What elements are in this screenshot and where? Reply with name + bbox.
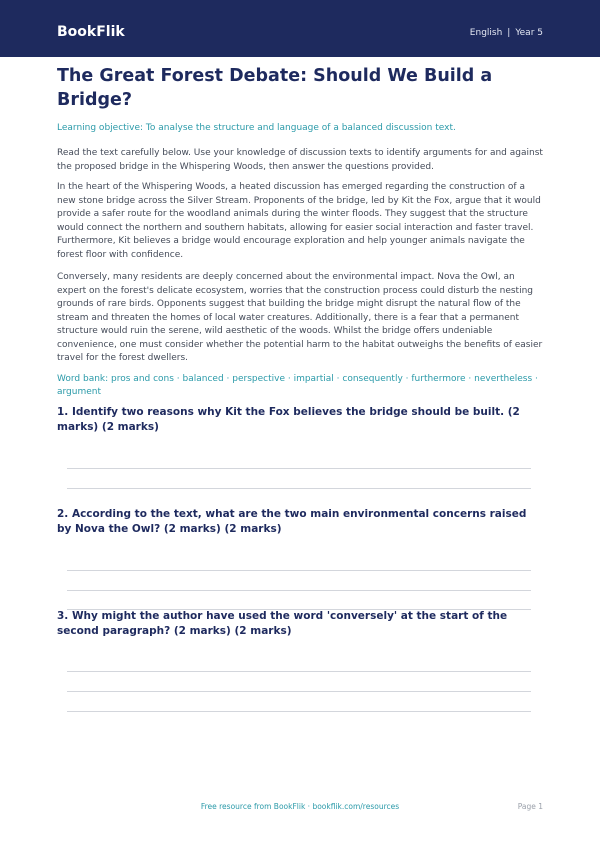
instructions: Read the text carefully below. Use your knowledge of discussion texts to identify arguments for and against the proposed bridge in the Whispering Woods, then answer the questions provided. (57, 148, 543, 172)
subject-year-label (470, 26, 543, 40)
footer-link[interactable]: Free resource from BookFlik · bookflik.com/resources (200, 802, 400, 811)
answer-line[interactable] (67, 468, 531, 469)
brand-logo[interactable]: BookFlik (57, 24, 125, 40)
separator: | (507, 28, 511, 38)
answer-line[interactable] (67, 488, 531, 489)
question-3: 3. Why might the author have used the word 'conversely' at the start of the second paragraph? (2 marks) (2 marks) (57, 610, 508, 637)
year-label: Year 5 (515, 28, 543, 38)
answer-line[interactable] (67, 590, 531, 591)
header-bar (0, 0, 600, 57)
page-title: The Great Forest Debate: Should We Build a Bridge? (57, 66, 493, 110)
discussion-paragraph-2: Conversely, many residents are deeply concerned about the environmental impact. Nova the Owl, an expert on the forest's delicate ecosystem, worries that the construction process could disturb the nesting grounds of rare birds. Opponents suggest that building the bridge might disrupt the natural flow of the stream and threaten the homes of local water creatures. Additionally, there is a fear that a permanent structure would ruin the serene, wild aesthetic of the woods. Whilst the bridge offers undeniable convenience, one must consider whether the potential harm to the habitat outweighs the benefits of easier travel for the forest dwellers. (57, 272, 543, 363)
learning-objective: Learning objective: To analyse the structure and language of a balanced discussion text. (57, 123, 456, 133)
answer-line[interactable] (67, 671, 531, 672)
answer-line[interactable] (67, 691, 531, 692)
word-bank: Word bank: pros and cons · balanced · perspective · impartial · consequently · furthermore · nevertheless · argument (57, 373, 538, 397)
subject-label: English (469, 28, 503, 38)
worksheet-body (57, 64, 543, 400)
discussion-paragraph-1: In the heart of the Whispering Woods, a heated discussion has emerged regarding the construction of a new stone bridge across the Silver Stream. Proponents of the bridge, led by Kit the Fox, argue that it would provide a safer route for the woodland animals during the winter floods. They suggest that the structure would connect the northern and southern habitats, allowing for easier social interaction and faster travel. Furthermore, Kit believes a bridge would encourage exploration and help younger animals navigate the forest floor with confidence. (57, 182, 541, 260)
question-1: 1. Identify two reasons why Kit the Fox believes the bridge should be built. (2 marks) (2 marks) (57, 406, 520, 433)
answer-line[interactable] (67, 711, 531, 712)
question-2: 2. According to the text, what are the two main environmental concerns raised by Nova the Owl? (2 marks) (2 marks) (57, 508, 527, 535)
page-number: Page 1 (517, 802, 543, 811)
answer-line[interactable] (67, 570, 531, 571)
